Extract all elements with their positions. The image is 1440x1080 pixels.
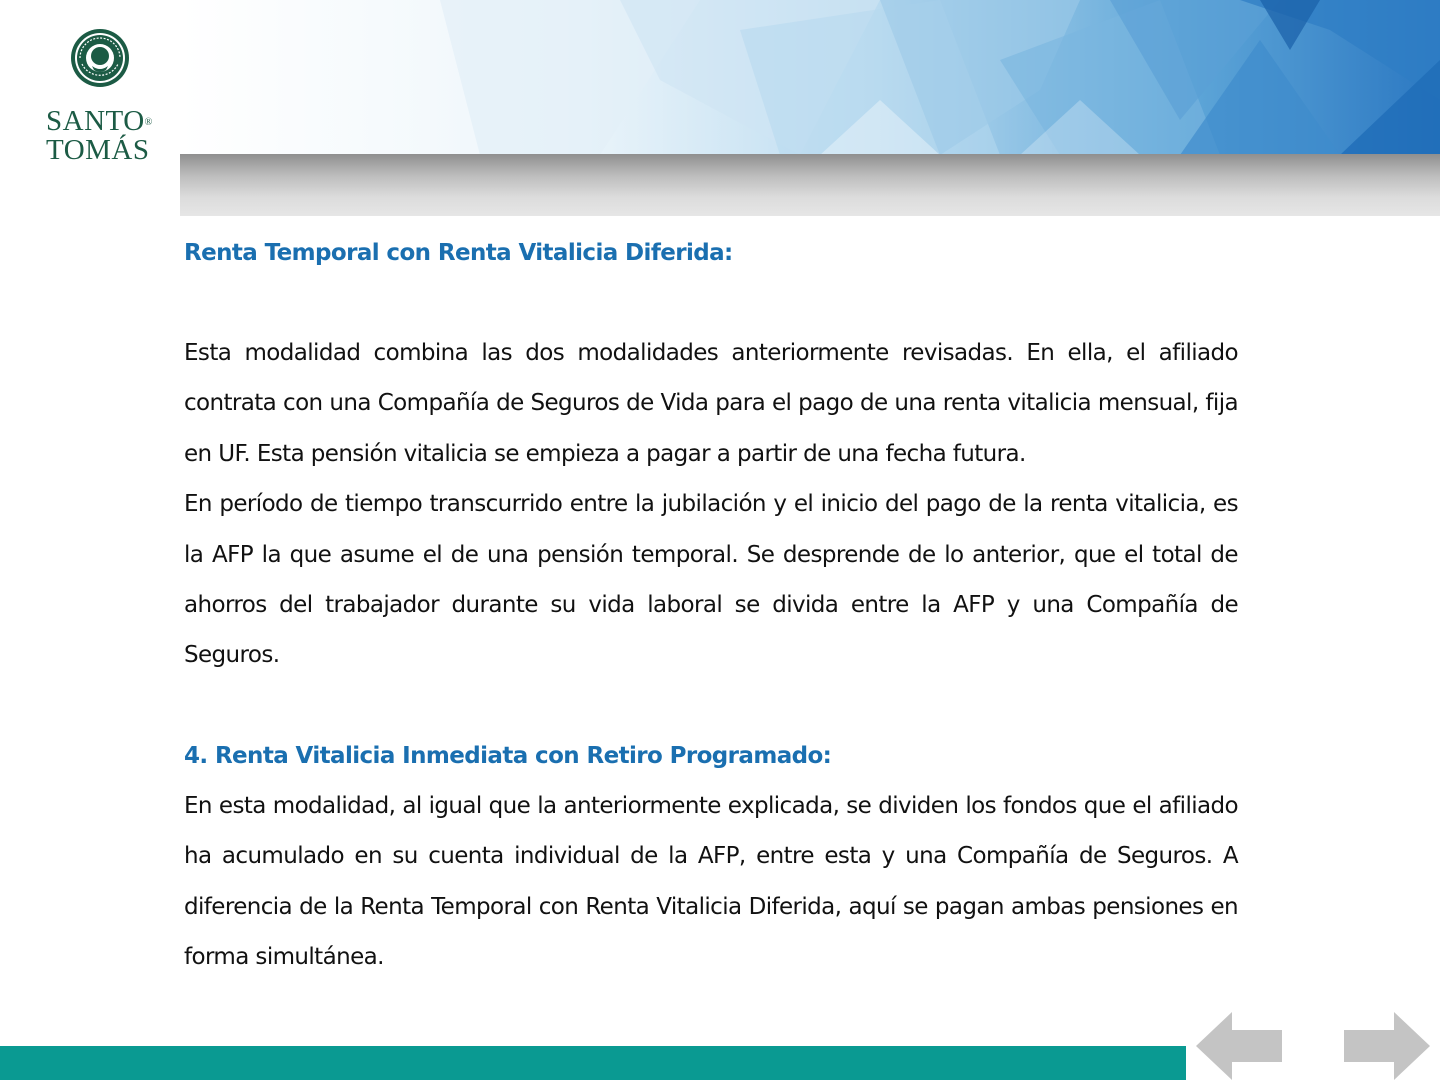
paragraph-1: Esta modalidad combina las dos modalidades anteriormente revisadas. En ella, el afiliado contrata con una Compañía de Seguros de Vida para el pago de una renta vitalicia mensual, fija en UF. Esta pensión vitalicia se empieza a pagar a partir de una fecha futura. [184,340,1238,467]
logo-text-line2: TOMÁS [46,134,150,166]
section-heading-2: 4. Renta Vitalicia Inmediata con Retiro Programado: [184,742,832,769]
logo-text-line1: SANTO® [46,105,153,137]
section-heading-1: Renta Temporal con Renta Vitalicia Diferida: [184,240,733,266]
arrow-right-icon [1340,1012,1430,1080]
paragraph-2: En período de tiempo transcurrido entre la jubilación y el inicio del pago de la renta vitalicia, es la AFP la que asume el de una pensión temporal. Se desprende de lo anterior, que el total de ahorros del trabajador durante su vida laboral se divida entre la AFP y una Compañía de Seguros. [184,491,1238,669]
header-gray-band [180,154,1440,216]
footer-bar [0,1046,1186,1080]
header-banner [180,0,1440,155]
previous-slide-button[interactable] [1196,1012,1286,1080]
santo-tomas-logo [30,24,170,174]
spacer [184,681,1238,731]
arrow-left-icon [1196,1012,1286,1080]
next-slide-button[interactable] [1340,1012,1430,1080]
spacer [184,278,1238,328]
paragraph-3: En esta modalidad, al igual que la anteriormente explicada, se dividen los fondos que el afiliado ha acumulado en su cuenta individual de la AFP, entre esta y una Compañía de Seguros. A diferencia de la Renta Temporal con Renta Vitalicia Diferida, aquí se pagan ambas pensiones en forma simultánea. [184,792,1238,971]
slide-content [184,228,1238,982]
seal-icon [70,28,130,88]
